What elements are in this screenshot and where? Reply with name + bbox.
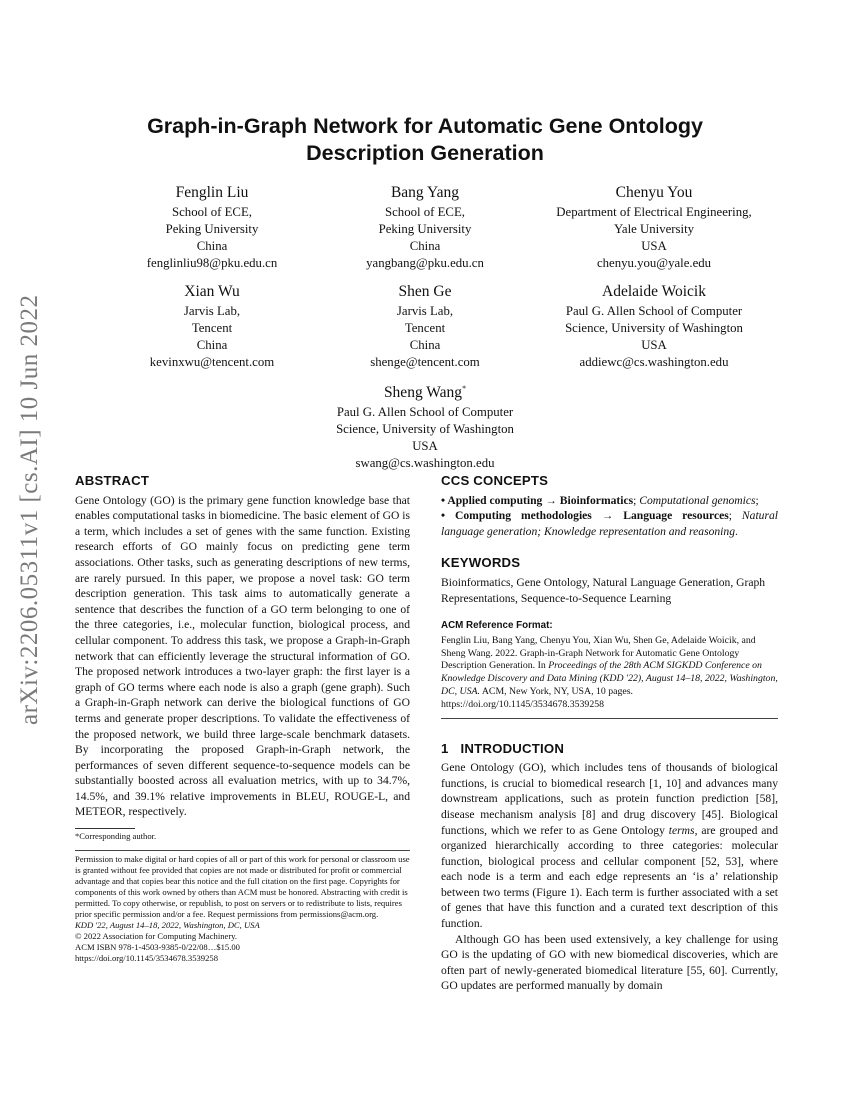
author-affiliation: School of ECE, xyxy=(385,205,465,219)
introduction-heading: 1 INTRODUCTION xyxy=(441,740,565,756)
doi-link[interactable]: https://doi.org/10.1145/3534678.3539258 xyxy=(75,953,218,964)
author-name: Bang Yang xyxy=(390,184,460,201)
author-name: Sheng Wang* xyxy=(383,384,467,402)
author-affiliation: School of ECE, xyxy=(172,205,252,219)
author-block xyxy=(92,282,332,371)
right-column xyxy=(441,473,778,994)
author-affiliation: USA xyxy=(412,439,438,454)
author-email[interactable]: addiewc@cs.washington.edu xyxy=(579,355,729,369)
venue-line: KDD '22, August 14–18, 2022, Washington, DC, USA xyxy=(75,920,260,931)
author-block xyxy=(305,379,545,472)
author-block xyxy=(534,282,774,371)
author-affiliation: Jarvis Lab, xyxy=(183,304,241,318)
author-affiliation: Jarvis Lab, xyxy=(396,304,454,318)
abstract-heading: ABSTRACT xyxy=(75,473,150,488)
ccs-concept: • Applied computing → Bioinformatics; Computational genomics; xyxy=(441,493,759,507)
corresponding-footnote: *Corresponding author. xyxy=(75,831,157,842)
introduction-body xyxy=(441,760,778,994)
author-affiliation: China xyxy=(409,239,441,253)
author-block xyxy=(305,183,545,272)
keywords-heading: KEYWORDS xyxy=(441,555,521,571)
intro-paragraph: Gene Ontology (GO), which includes tens of thousands of biological functions, is crucial to biomedical research [1, 10] and advances many downstream applications, such as protein function prediction [58], disease mechanism analysis [8] and drug discovery [45]. Biological functions, which we refer to as Gene Ontology terms, are grouped and organized hierarchically according to three categories: molecular function, biological process and cellular component [52, 53], where each node is a term and each edge represents an ‘is a’ relationship between two terms (Figure 1). Each term is further associated with a set of genes that have this function and a curated text description of this function. xyxy=(441,761,778,931)
copyright-line: © 2022 Association for Computing Machinery. xyxy=(75,931,238,942)
author-name: Chenyu You xyxy=(615,184,693,201)
author-affiliation: Tencent xyxy=(404,321,446,335)
author-affiliation: Paul G. Allen School of Computer xyxy=(336,405,514,420)
author-block xyxy=(534,183,774,272)
author-affiliation: China xyxy=(196,239,228,253)
permission-notice: Permission to make digital or hard copies of all or part of this work for personal or classroom use is granted without fee provided that copies are not made or distributed for profit or commercial advantage and that copies bear this notice and the full citation on the first page. Copyrights for components of this work owned by others than ACM must be honored. Abstracting with credit is permitted. To copy otherwise, or republish, to post on servers or to redistribute to lists, requires prior specific permission and/or a fee. Request permissions from permissions@acm.org. xyxy=(75,854,410,920)
ccs-concept: • Computing methodologies → Language resources; Natural language generation; Knowledge representation and reasoning. xyxy=(441,509,778,538)
paper-title: Graph-in-Graph Network for Automatic Gene Ontology Description Generation xyxy=(147,114,703,165)
reference-format-heading: ACM Reference Format: xyxy=(441,620,553,632)
author-affiliation: China xyxy=(409,338,441,352)
author-affiliation: Yale University xyxy=(613,222,695,236)
author-affiliation: USA xyxy=(641,239,667,253)
author-affiliation: Peking University xyxy=(378,222,472,236)
abstract-text: Gene Ontology (GO) is the primary gene function knowledge base that enables computational tasks in biomedicine. The basic element of GO is a term, which includes a set of genes with the same function. Existing research efforts of GO mainly focus on predicting gene term associations. Other tasks, such as generating descriptions of new terms, are rarely pursued. In this paper, we propose a novel task: GO term description generation. This task aims to automatically generate a sentence that describes the function of a GO term belonging to one of the three categories, i.e., molecular function, biological process, and cellular component. To address this task, we propose a Graph-in-Graph network that can efficiently leverage the structural information of GO. The proposed network introduces a two-layer graph: the first layer is a graph of GO terms where each node is also a graph (gene graph). Such a Graph-in-Graph network can derive the biological functions of GO terms and generate proper descriptions. To validate the effectiveness of the proposed network, we build three large-scale benchmark datasets. By incorporating the proposed Graph-in-Graph network, the performances of seven different sequence-to-sequence models can be substantially boosted across all evaluation metrics, with up to 34.7%, 14.5%, and 39.1% relative improvements in BLEU, ROUGE-L, and METEOR, respectively. xyxy=(75,493,410,819)
author-affiliation: Science, University of Washington xyxy=(565,321,743,335)
isbn-line: ACM ISBN 978-1-4503-9385-0/22/08…$15.00 xyxy=(75,942,240,953)
permission-divider xyxy=(75,850,410,851)
author-email[interactable]: shenge@tencent.com xyxy=(370,355,480,369)
author-affiliation: Tencent xyxy=(191,321,233,335)
corresponding-mark: * xyxy=(462,384,467,393)
keywords-text: Bioinformatics, Gene Ontology, Natural Language Generation, Graph Representations, Sequence-to-Sequence Learning xyxy=(441,575,766,605)
author-name: Shen Ge xyxy=(398,283,452,300)
author-affiliation: Science, University of Washington xyxy=(336,422,514,437)
author-affiliation: Peking University xyxy=(165,222,259,236)
author-affiliation: USA xyxy=(641,338,667,352)
ccs-heading: CCS CONCEPTS xyxy=(441,473,549,488)
author-email[interactable]: fenglinliu98@pku.edu.cn xyxy=(146,256,278,270)
author-name: Xian Wu xyxy=(184,283,240,300)
author-email[interactable]: yangbang@pku.edu.cn xyxy=(366,256,484,270)
author-name: Adelaide Woicik xyxy=(602,283,706,300)
footnote-divider xyxy=(75,828,135,829)
author-email[interactable]: swang@cs.washington.edu xyxy=(355,456,495,471)
reference-format-text: Fenglin Liu, Bang Yang, Chenyu You, Xian Wu, Shen Ge, Adelaide Woicik, and Sheng Wang. 2022. Graph-in-Graph Network for Automatic Gene Ontology Description Generation. In Proceedings of the 28th ACM SIGKDD Conference on Knowledge Discovery and Data Mining (KDD '22), August 14–18, 2022, Washington, DC, USA. ACM, New York, NY, USA, 10 pages. https://doi.org/10.1145/3534678.3539258 xyxy=(441,634,778,710)
author-affiliation: China xyxy=(196,338,228,352)
author-block xyxy=(92,183,332,272)
author-affiliation: Department of Electrical Engineering, xyxy=(556,205,752,219)
author-email[interactable]: kevinxwu@tencent.com xyxy=(149,355,275,369)
author-name: Fenglin Liu xyxy=(175,184,249,201)
arxiv-identifier: arXiv:2206.05311v1 [cs.AI] 10 Jun 2022 xyxy=(16,294,43,726)
left-column xyxy=(75,473,410,964)
intro-paragraph: Although GO has been used extensively, a key challenge for using GO is the updating of GO with new biomedical discoveries, which are often part of newly-generated biomedical literature [55, 60]. Currently, GO updates are performed manually by domain xyxy=(441,932,778,993)
author-block xyxy=(305,282,545,371)
author-email[interactable]: chenyu.you@yale.edu xyxy=(596,256,712,270)
reference-divider xyxy=(441,718,778,719)
author-affiliation: Paul G. Allen School of Computer xyxy=(565,304,743,318)
